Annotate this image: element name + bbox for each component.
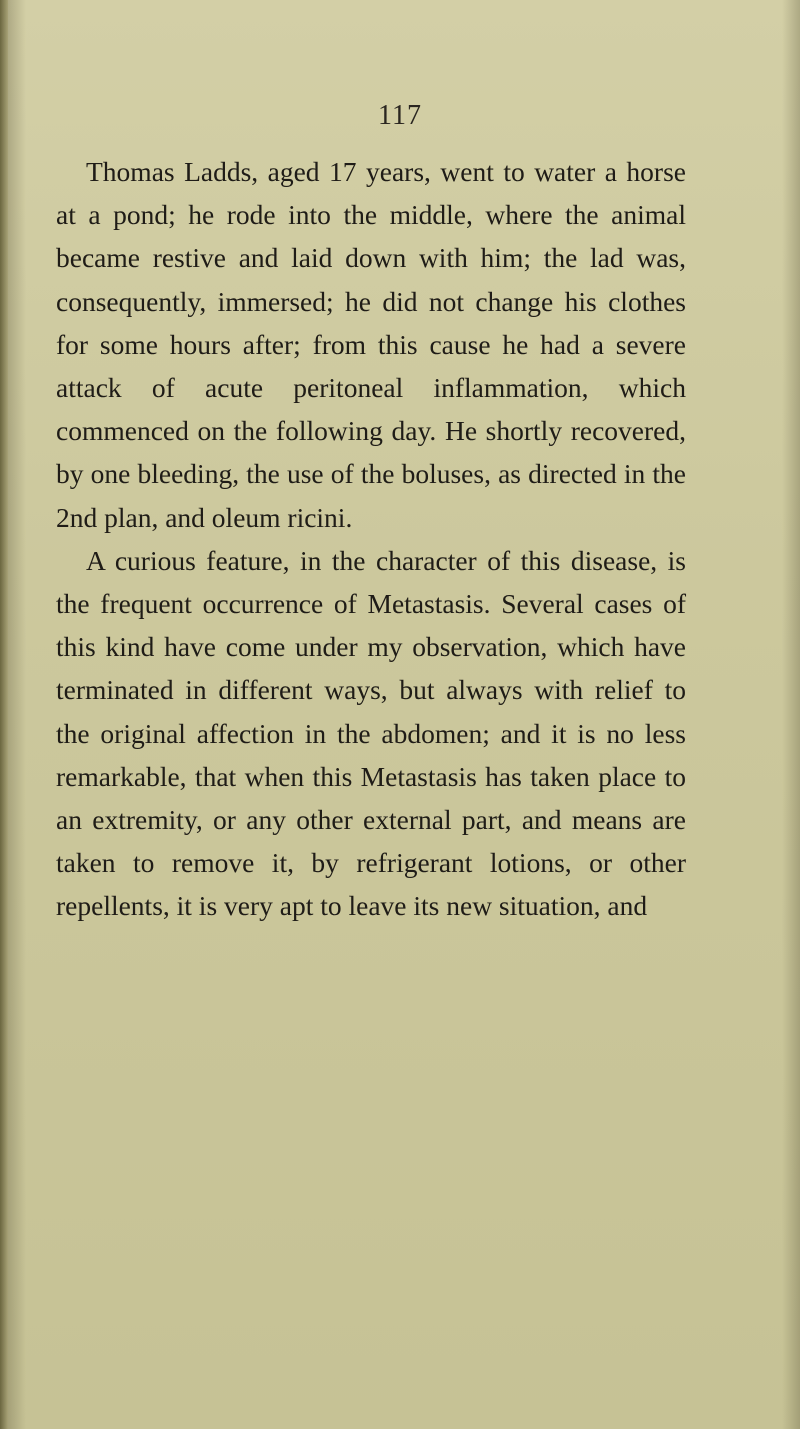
- body-text: [56, 150, 686, 928]
- binding-edge: [0, 0, 8, 1429]
- paragraph-case-report: Thomas Ladds, aged 17 years, went to water a horse at a pond; he rode into the middle, where the animal became restive and laid down with him; the lad was, consequently, immersed; he did not change his clothes for some hours after; from this cause he had a severe attack of acute peritoneal inflammation, which commenced on the following day. He shortly recovered, by one bleeding, the use of the boluses, as directed in the 2nd plan, and oleum ricini.: [56, 156, 686, 533]
- page-number: 117: [378, 100, 422, 131]
- paragraph-metastasis: A curious feature, in the character of this disease, is the frequent occurrence of Metastasis. Several cases of this kind have come under my observation, which have terminated in different ways, but always with relief to the original affection in the abdomen; and it is no less remarkable, that when this Metastasis has taken place to an extremity, or any other external part, and means are taken to remove it, by refrigerant lotions, or other repellents, it is very apt to leave its new situation, and: [56, 544, 686, 922]
